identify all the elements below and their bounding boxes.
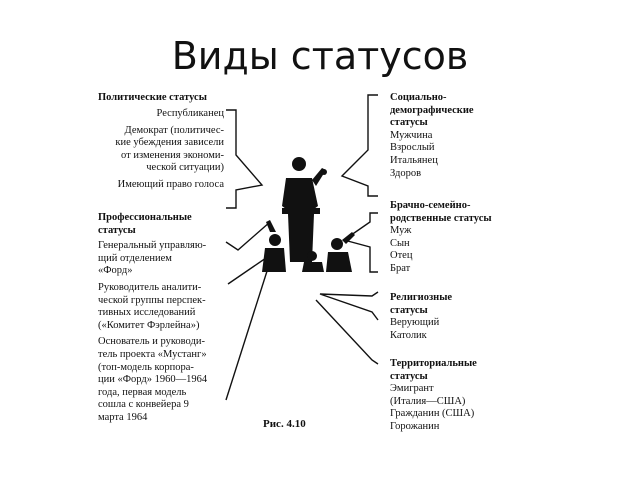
- bracket-political: [226, 110, 262, 208]
- religious-item: Католик: [390, 329, 427, 341]
- territorial-heading-1: Территориальные: [390, 358, 477, 369]
- political-item: Республиканец: [156, 108, 224, 119]
- bracket-socio: [342, 95, 378, 196]
- territorial-heading-2: статусы: [390, 370, 428, 382]
- religious-heading-2: статусы: [390, 304, 428, 316]
- family-item: Брат: [390, 262, 411, 274]
- professional-item: ции «Форд» 1960—1964: [98, 374, 208, 386]
- fan-territorial: [316, 300, 378, 364]
- political-item: ческой ситуации): [146, 162, 224, 174]
- socio-heading-1: Социально-: [390, 92, 447, 103]
- socio-item: Здоров: [390, 167, 422, 179]
- professional-item: (топ-модель корпора-: [98, 361, 194, 373]
- fan-religious: [320, 292, 378, 320]
- fan-professional-2: [228, 258, 266, 284]
- family-heading-1: Брачно-семейно-: [390, 200, 471, 211]
- territorial-item: Горожанин: [390, 420, 440, 432]
- professional-item: тивных исследований: [98, 307, 196, 319]
- territorial-item: Гражданин (США): [390, 408, 475, 420]
- slide-title: Виды статусов: [171, 34, 469, 78]
- professional-item: Руководитель аналити-: [98, 281, 202, 293]
- socio-item: Мужчина: [390, 129, 433, 141]
- fan-professional-1: [226, 222, 270, 250]
- professional-item: Генеральный управляю-: [98, 240, 207, 252]
- political-items: [88, 108, 224, 192]
- professional-item: года, первая модель: [98, 386, 187, 398]
- political-statuses: [98, 92, 224, 105]
- religious-item: Верующий: [390, 317, 440, 329]
- political-heading: Политические статусы: [98, 92, 207, 103]
- socio-heading-3: статусы: [390, 117, 428, 129]
- political-item: Демократ (политичес-: [124, 124, 224, 136]
- professional-item: тель проекта «Мустанг»: [98, 348, 207, 360]
- professional-item: Основатель и руководи-: [98, 336, 205, 348]
- professional-item: («Комитет Фэрлейна»): [98, 319, 200, 331]
- political-item: Имеющий право голоса: [117, 178, 224, 190]
- territorial-item: Эмигрант: [390, 383, 434, 395]
- professional-item: «Форд»: [98, 265, 133, 277]
- fan-professional-3: [226, 268, 268, 400]
- professional-item: щий отделением: [98, 252, 172, 264]
- religious-statuses: [390, 292, 520, 342]
- religious-heading-1: Религиозные: [390, 292, 453, 303]
- territorial-item: (Италия—США): [390, 395, 466, 407]
- professional-heading-1: Профессиональные: [98, 212, 192, 223]
- political-item: кие убеждения зависели: [115, 137, 224, 149]
- family-statuses: [390, 200, 520, 276]
- socio-heading-2: демографические: [390, 104, 474, 116]
- figure-caption: Рис. 4.10: [263, 418, 306, 430]
- family-item: Сын: [390, 237, 410, 249]
- family-item: Муж: [390, 225, 412, 237]
- family-heading-2: родственные статусы: [390, 212, 492, 224]
- socio-demographic-statuses: [390, 92, 520, 180]
- professional-heading-2: статусы: [98, 224, 136, 236]
- speaker-illustration: [262, 157, 355, 272]
- professional-statuses: [98, 212, 228, 425]
- territorial-statuses: [390, 358, 520, 434]
- political-item: от изменения экономи-: [121, 149, 224, 161]
- professional-item: ческой группы перспек-: [98, 294, 206, 306]
- professional-item: сошла с конвейера 9: [98, 399, 189, 411]
- professional-item: марта 1964: [98, 411, 148, 423]
- socio-item: Взрослый: [390, 142, 435, 154]
- family-item: Отец: [390, 250, 413, 262]
- socio-item: Итальянец: [390, 154, 438, 166]
